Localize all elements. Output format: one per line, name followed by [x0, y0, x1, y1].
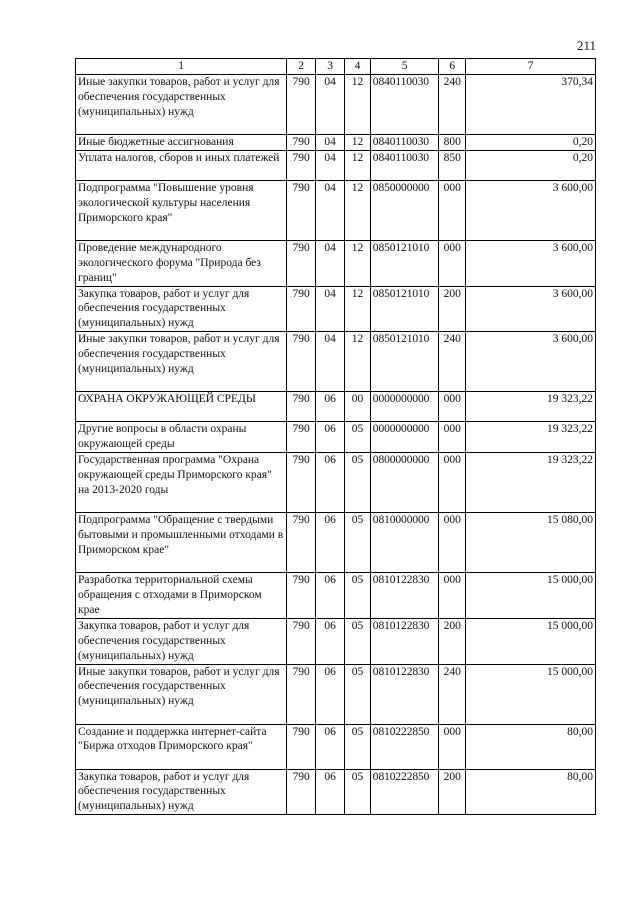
row-section-cell: 04 [316, 150, 345, 180]
row-target-code-cell: 0840110030 [370, 74, 439, 134]
row-subsection-cell: 05 [345, 453, 371, 513]
row-name-cell: Закупка товаров, работ и услуг для обеспечения государственных (муниципальных) нужд [76, 618, 287, 664]
column-header-2: 2 [287, 59, 316, 75]
row-expense-type-cell: 000 [439, 422, 466, 453]
row-amount-cell: 3 600,00 [466, 240, 596, 286]
row-target-code-cell: 0000000000 [370, 422, 439, 453]
row-subsection-cell: 12 [345, 286, 371, 332]
row-target-code-cell: 0810000000 [370, 513, 439, 573]
row-expense-type-cell: 240 [439, 332, 466, 392]
row-subsection-cell: 00 [345, 392, 371, 422]
row-ministry-code-cell: 790 [287, 664, 316, 724]
row-ministry-code-cell: 790 [287, 240, 316, 286]
row-subsection-cell: 12 [345, 74, 371, 134]
row-section-cell: 04 [316, 74, 345, 134]
column-header-5: 5 [370, 59, 439, 75]
row-ministry-code-cell: 790 [287, 180, 316, 240]
row-expense-type-cell: 850 [439, 150, 466, 180]
table-row [76, 618, 596, 664]
row-amount-cell: 19 323,22 [466, 422, 596, 453]
table-row [76, 513, 596, 573]
row-ministry-code-cell: 790 [287, 769, 316, 815]
row-target-code-cell: 0850000000 [370, 180, 439, 240]
row-target-code-cell: 0810222850 [370, 769, 439, 815]
row-amount-cell: 3 600,00 [466, 286, 596, 332]
row-expense-type-cell: 000 [439, 573, 466, 619]
row-name-cell: Уплата налогов, сборов и иных платежей [76, 150, 287, 180]
row-amount-cell: 15 000,00 [466, 618, 596, 664]
row-amount-cell: 80,00 [466, 769, 596, 815]
column-header-7: 7 [466, 59, 596, 75]
row-name-cell: ОХРАНА ОКРУЖАЮЩЕЙ СРЕДЫ [76, 392, 287, 422]
row-name-cell: Закупка товаров, работ и услуг для обеспечения государственных (муниципальных) нужд [76, 769, 287, 815]
row-subsection-cell: 05 [345, 724, 371, 769]
table-row [76, 180, 596, 240]
row-ministry-code-cell: 790 [287, 513, 316, 573]
row-target-code-cell: 0850121010 [370, 240, 439, 286]
row-name-cell: Иные закупки товаров, работ и услуг для обеспечения государственных (муниципальных) нужд [76, 664, 287, 724]
row-section-cell: 06 [316, 618, 345, 664]
row-section-cell: 04 [316, 180, 345, 240]
row-subsection-cell: 05 [345, 573, 371, 619]
row-ministry-code-cell: 790 [287, 332, 316, 392]
row-amount-cell: 0,20 [466, 134, 596, 150]
row-name-cell: Подпрограмма "Обращение с твердыми бытовыми и промышленными отходами в Приморском крае" [76, 513, 287, 573]
row-name-cell: Разработка территориальной схемы обращения с отходами в Приморском крае [76, 573, 287, 619]
row-expense-type-cell: 200 [439, 618, 466, 664]
row-expense-type-cell: 800 [439, 134, 466, 150]
row-subsection-cell: 05 [345, 422, 371, 453]
row-expense-type-cell: 000 [439, 513, 466, 573]
row-subsection-cell: 05 [345, 618, 371, 664]
row-expense-type-cell: 000 [439, 453, 466, 513]
row-target-code-cell: 0840110030 [370, 134, 439, 150]
table-row [76, 664, 596, 724]
row-amount-cell: 15 080,00 [466, 513, 596, 573]
row-subsection-cell: 05 [345, 664, 371, 724]
table-row [76, 392, 596, 422]
row-name-cell: Закупка товаров, работ и услуг для обеспечения государственных (муниципальных) нужд [76, 286, 287, 332]
row-section-cell: 06 [316, 573, 345, 619]
table-row [76, 286, 596, 332]
row-section-cell: 06 [316, 453, 345, 513]
row-section-cell: 06 [316, 664, 345, 724]
column-header-1: 1 [76, 59, 287, 75]
row-ministry-code-cell: 790 [287, 134, 316, 150]
row-expense-type-cell: 240 [439, 664, 466, 724]
row-target-code-cell: 0800000000 [370, 453, 439, 513]
row-section-cell: 04 [316, 240, 345, 286]
row-target-code-cell: 0810122830 [370, 618, 439, 664]
row-section-cell: 06 [316, 769, 345, 815]
row-section-cell: 06 [316, 392, 345, 422]
row-name-cell: Другие вопросы в области охраны окружающей среды [76, 422, 287, 453]
row-subsection-cell: 12 [345, 180, 371, 240]
budget-table [75, 58, 596, 815]
row-amount-cell: 19 323,22 [466, 453, 596, 513]
table-row [76, 453, 596, 513]
row-ministry-code-cell: 790 [287, 422, 316, 453]
table-row [76, 332, 596, 392]
row-target-code-cell: 0850121010 [370, 286, 439, 332]
row-target-code-cell: 0810222850 [370, 724, 439, 769]
row-subsection-cell: 05 [345, 769, 371, 815]
row-name-cell: Государственная программа "Охрана окружающей среды Приморского края" на 2013-2020 годы [76, 453, 287, 513]
column-header-3: 3 [316, 59, 345, 75]
table-row [76, 74, 596, 134]
row-subsection-cell: 12 [345, 134, 371, 150]
row-amount-cell: 0,20 [466, 150, 596, 180]
row-expense-type-cell: 240 [439, 74, 466, 134]
row-ministry-code-cell: 790 [287, 286, 316, 332]
column-header-4: 4 [345, 59, 371, 75]
row-name-cell: Иные закупки товаров, работ и услуг для обеспечения государственных (муниципальных) нужд [76, 74, 287, 134]
table-row [76, 573, 596, 619]
row-ministry-code-cell: 790 [287, 618, 316, 664]
row-ministry-code-cell: 790 [287, 74, 316, 134]
row-ministry-code-cell: 790 [287, 392, 316, 422]
row-subsection-cell: 12 [345, 240, 371, 286]
row-amount-cell: 370,34 [466, 74, 596, 134]
row-expense-type-cell: 200 [439, 286, 466, 332]
page-number: 211 [576, 38, 596, 53]
row-subsection-cell: 05 [345, 513, 371, 573]
row-section-cell: 06 [316, 513, 345, 573]
row-target-code-cell: 0850121010 [370, 332, 439, 392]
row-section-cell: 04 [316, 286, 345, 332]
row-target-code-cell: 0840110030 [370, 150, 439, 180]
table-row [76, 769, 596, 815]
row-amount-cell: 3 600,00 [466, 180, 596, 240]
row-target-code-cell: 0810122830 [370, 573, 439, 619]
row-name-cell: Иные закупки товаров, работ и услуг для обеспечения государственных (муниципальных) нужд [76, 332, 287, 392]
row-ministry-code-cell: 790 [287, 573, 316, 619]
header-row [76, 59, 596, 75]
row-amount-cell: 3 600,00 [466, 332, 596, 392]
table-row [76, 134, 596, 150]
row-expense-type-cell: 000 [439, 240, 466, 286]
table-row [76, 422, 596, 453]
row-target-code-cell: 0810122830 [370, 664, 439, 724]
row-name-cell: Иные бюджетные ассигнования [76, 134, 287, 150]
table-row [76, 724, 596, 769]
row-section-cell: 06 [316, 724, 345, 769]
row-amount-cell: 15 000,00 [466, 664, 596, 724]
row-expense-type-cell: 200 [439, 769, 466, 815]
row-expense-type-cell: 000 [439, 392, 466, 422]
row-expense-type-cell: 000 [439, 724, 466, 769]
row-section-cell: 06 [316, 422, 345, 453]
row-name-cell: Создание и поддержка интернет-сайта "Биржа отходов Приморского края" [76, 724, 287, 769]
row-subsection-cell: 12 [345, 150, 371, 180]
row-amount-cell: 80,00 [466, 724, 596, 769]
row-section-cell: 04 [316, 332, 345, 392]
row-ministry-code-cell: 790 [287, 724, 316, 769]
row-name-cell: Проведение международного экологического форума "Природа без границ" [76, 240, 287, 286]
row-section-cell: 04 [316, 134, 345, 150]
row-expense-type-cell: 000 [439, 180, 466, 240]
table-row [76, 240, 596, 286]
column-header-6: 6 [439, 59, 466, 75]
table-body [76, 74, 596, 814]
row-ministry-code-cell: 790 [287, 453, 316, 513]
row-ministry-code-cell: 790 [287, 150, 316, 180]
row-subsection-cell: 12 [345, 332, 371, 392]
table-row [76, 150, 596, 180]
row-amount-cell: 19 323,22 [466, 392, 596, 422]
row-name-cell: Подпрограмма "Повышение уровня экологической культуры населения Приморского края" [76, 180, 287, 240]
row-target-code-cell: 0000000000 [370, 392, 439, 422]
row-amount-cell: 15 000,00 [466, 573, 596, 619]
